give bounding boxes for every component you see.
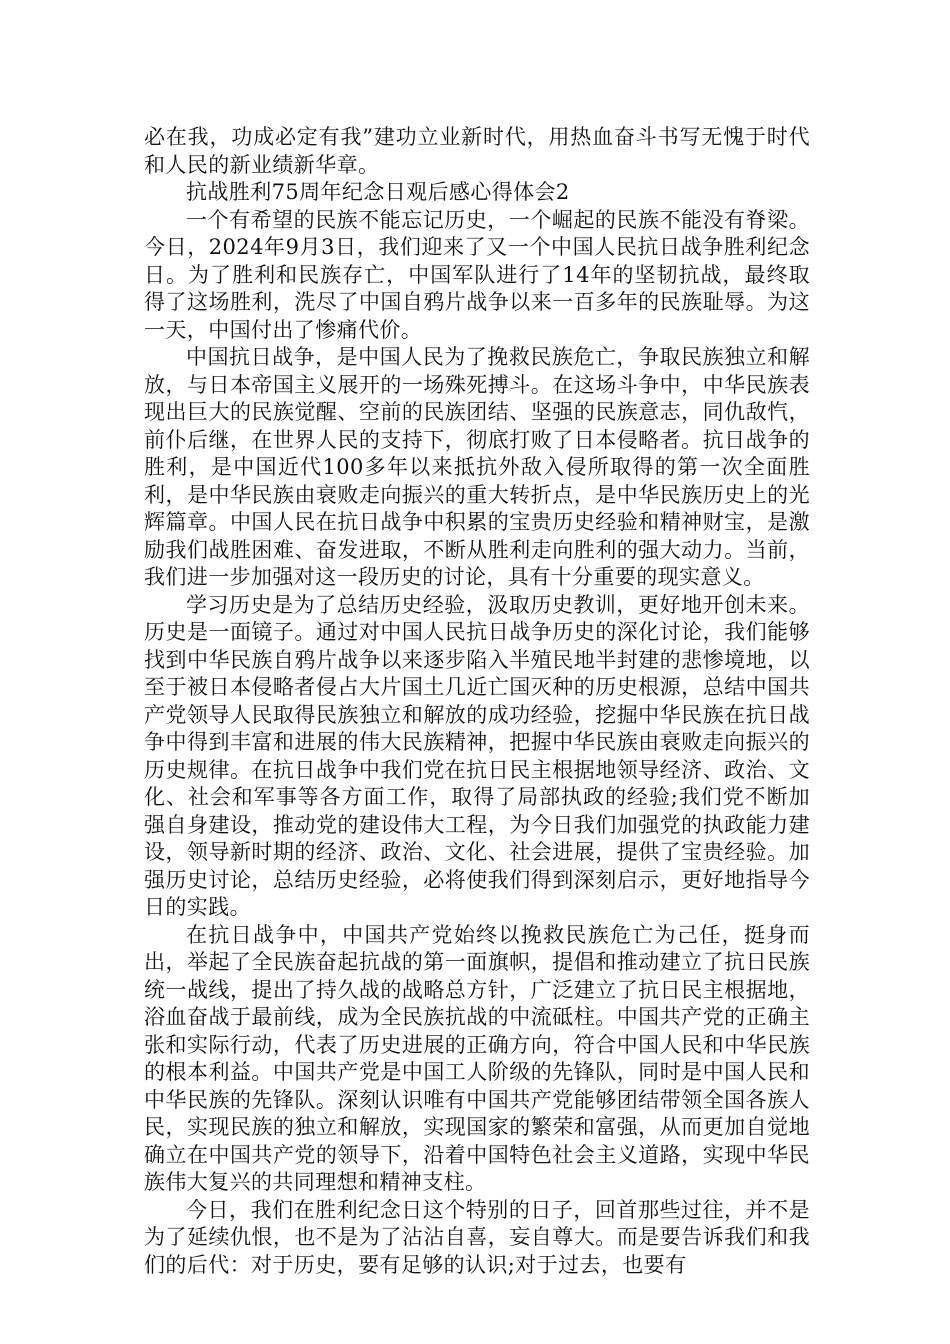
paragraph-today: 今日，我们在胜利纪念日这个特别的日子，回首那些过往，并不是为了延续仇恨，也不是为了沾沾自喜，妄自尊大。而是要告诉我们和我们的后代：对于历史，要有足够的认识;对于过去，也要有 [144,1197,810,1277]
paragraph-war-significance: 中国抗日战争，是中国人民为了挽救民族危亡，争取民族独立和解放，与日本帝国主义展开的一场殊死搏斗。在这场斗争中，中华民族表现出巨大的民族觉醒、空前的民族团结、坚强的民族意志，同仇敌忾，前仆后继，在世界人民的支持下，彻底打败了日本侵略者。抗日战争的胜利，是中国近代100多年以来抵抗外敌入侵所取得的第一次全面胜利，是中华民族由衰败走向振兴的重大转折点，是中华民族历史上的光辉篇章。中国人民在抗日战争中积累的宝贵历史经验和精神财宝，是激励我们战胜困难、奋发进取，不断从胜利走向胜利的强大动力。当前，我们进一步加强对这一段历史的讨论，具有十分重要的现实意义。 [144,345,810,589]
paragraph-party-role: 在抗日战争中，中国共产党始终以挽救民族危亡为己任，挺身而出，举起了全民族奋起抗战的第一面旗帜，提倡和推动建立了抗日民族统一战线，提出了持久战的战略总方针，广泛建立了抗日民主根据地，浴血奋战于最前线，成为全民族抗战的中流砥柱。中国共产党的正确主张和实际行动，代表了历史进展的正确方向，符合中国人民和中华民族的根本利益。中国共产党是中国工人阶级的先锋队，同时是中国人民和中华民族的先锋队。深刻认识唯有中国共产党能够团结带领全国各族人民，实现民族的独立和解放，实现国家的繁荣和富强，从而更加自觉地确立在中国共产党的领导下，沿着中国特色社会主义道路，实现中华民族伟大复兴的共同理想和精神支柱。 [144,922,810,1194]
document-body [144,124,810,1279]
paragraph-history-lessons: 学习历史是为了总结历史经验，汲取历史教训，更好地开创未来。历史是一面镜子。通过对中国人民抗日战争历史的深化讨论，我们能够找到中华民族自鸦片战争以来逐步陷入半殖民地半封建的悲惨境地，以至于被日本侵略者侵占大片国土几近亡国灭种的历史根源，总结中国共产党领导人民取得民族独立和解放的成功经验，挖掘中华民族在抗日战争中得到丰富和进展的伟大民族精神，把握中华民族由衰败走向振兴的历史规律。在抗日战争中我们党在抗日民主根据地领导经济、政治、文化、社会和军事等各方面工作，取得了局部执政的经验;我们党不断加强自身建设，推动党的建设伟大工程，为今日我们加强党的执政能力建设，领导新时期的经济、政治、文化、社会进展，提供了宝贵经验。加强历史讨论，总结历史经验，必将使我们得到深刻启示，更好地指导今日的实践。 [144,592,810,919]
paragraph-intro: 一个有希望的民族不能忘记历史，一个崛起的民族不能没有脊梁。今日，2024年9月3日，我们迎来了又一个中国人民抗日战争胜利纪念日。为了胜利和民族存亡，中国军队进行了14年的坚韧抗战，最终取得了这场胜利，洗尽了中国自鸦片战争以来一百多年的民族耻辱。为这一天，中国付出了惨痛代价。 [144,207,810,342]
essay-title: 抗战胜利75周年纪念日观后感心得体会2 [186,180,570,204]
paragraph-closing-continuation: 必在我，功成必定有我”建功立业新时代，用热血奋斗书写无愧于时代和人民的新业绩新华章。 [144,125,810,177]
